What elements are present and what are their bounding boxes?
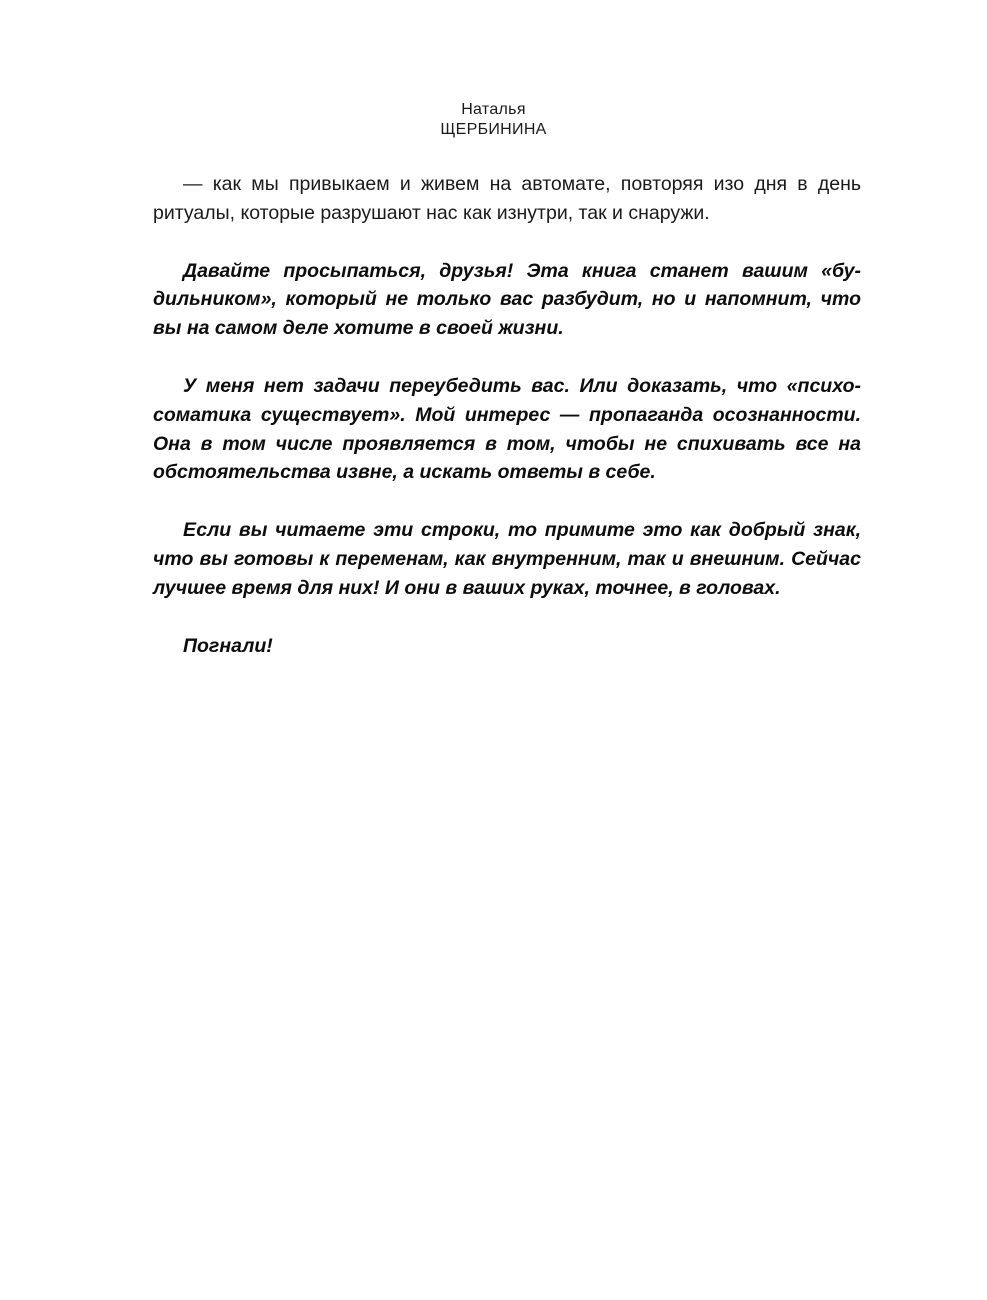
paragraph-lets-go: Погнали! [183, 634, 273, 657]
body-text [153, 170, 861, 689]
paragraph-continuation: — как мы привыкаем и живем на автомате, повторяя изо дня в день ритуалы, которые разрушают нас как изнутри, так и снаружи. [153, 173, 861, 224]
paragraph-no-task: У меня нет задачи переубедить вас. Или доказать, что «психосоматика существует». Мой интерес — пропаганда осознанности. Она в том числе проявляется в том, чтобы не спихивать все на обстоятельства извне, а искать ответы в себе. [153, 374, 861, 484]
author-last-name: ЩЕРБИНИНА [440, 121, 547, 138]
paragraph-good-sign: Если вы читаете эти строки, то примите это как добрый знак, что вы готовы к переменам, как внутренним, так и внешним. Сейчас лучшее время для них! И они в ваших руках, точнее, в головах. [153, 519, 861, 599]
running-header [0, 100, 987, 140]
author-first-name: Наталья [461, 101, 526, 118]
paragraph-wake-up: Давайте просыпаться, друзья! Эта книга станет вашим «будильником», который не только вас разбудит, но и напомнит, что вы на самом деле хотите в своей жизни. [153, 259, 861, 340]
